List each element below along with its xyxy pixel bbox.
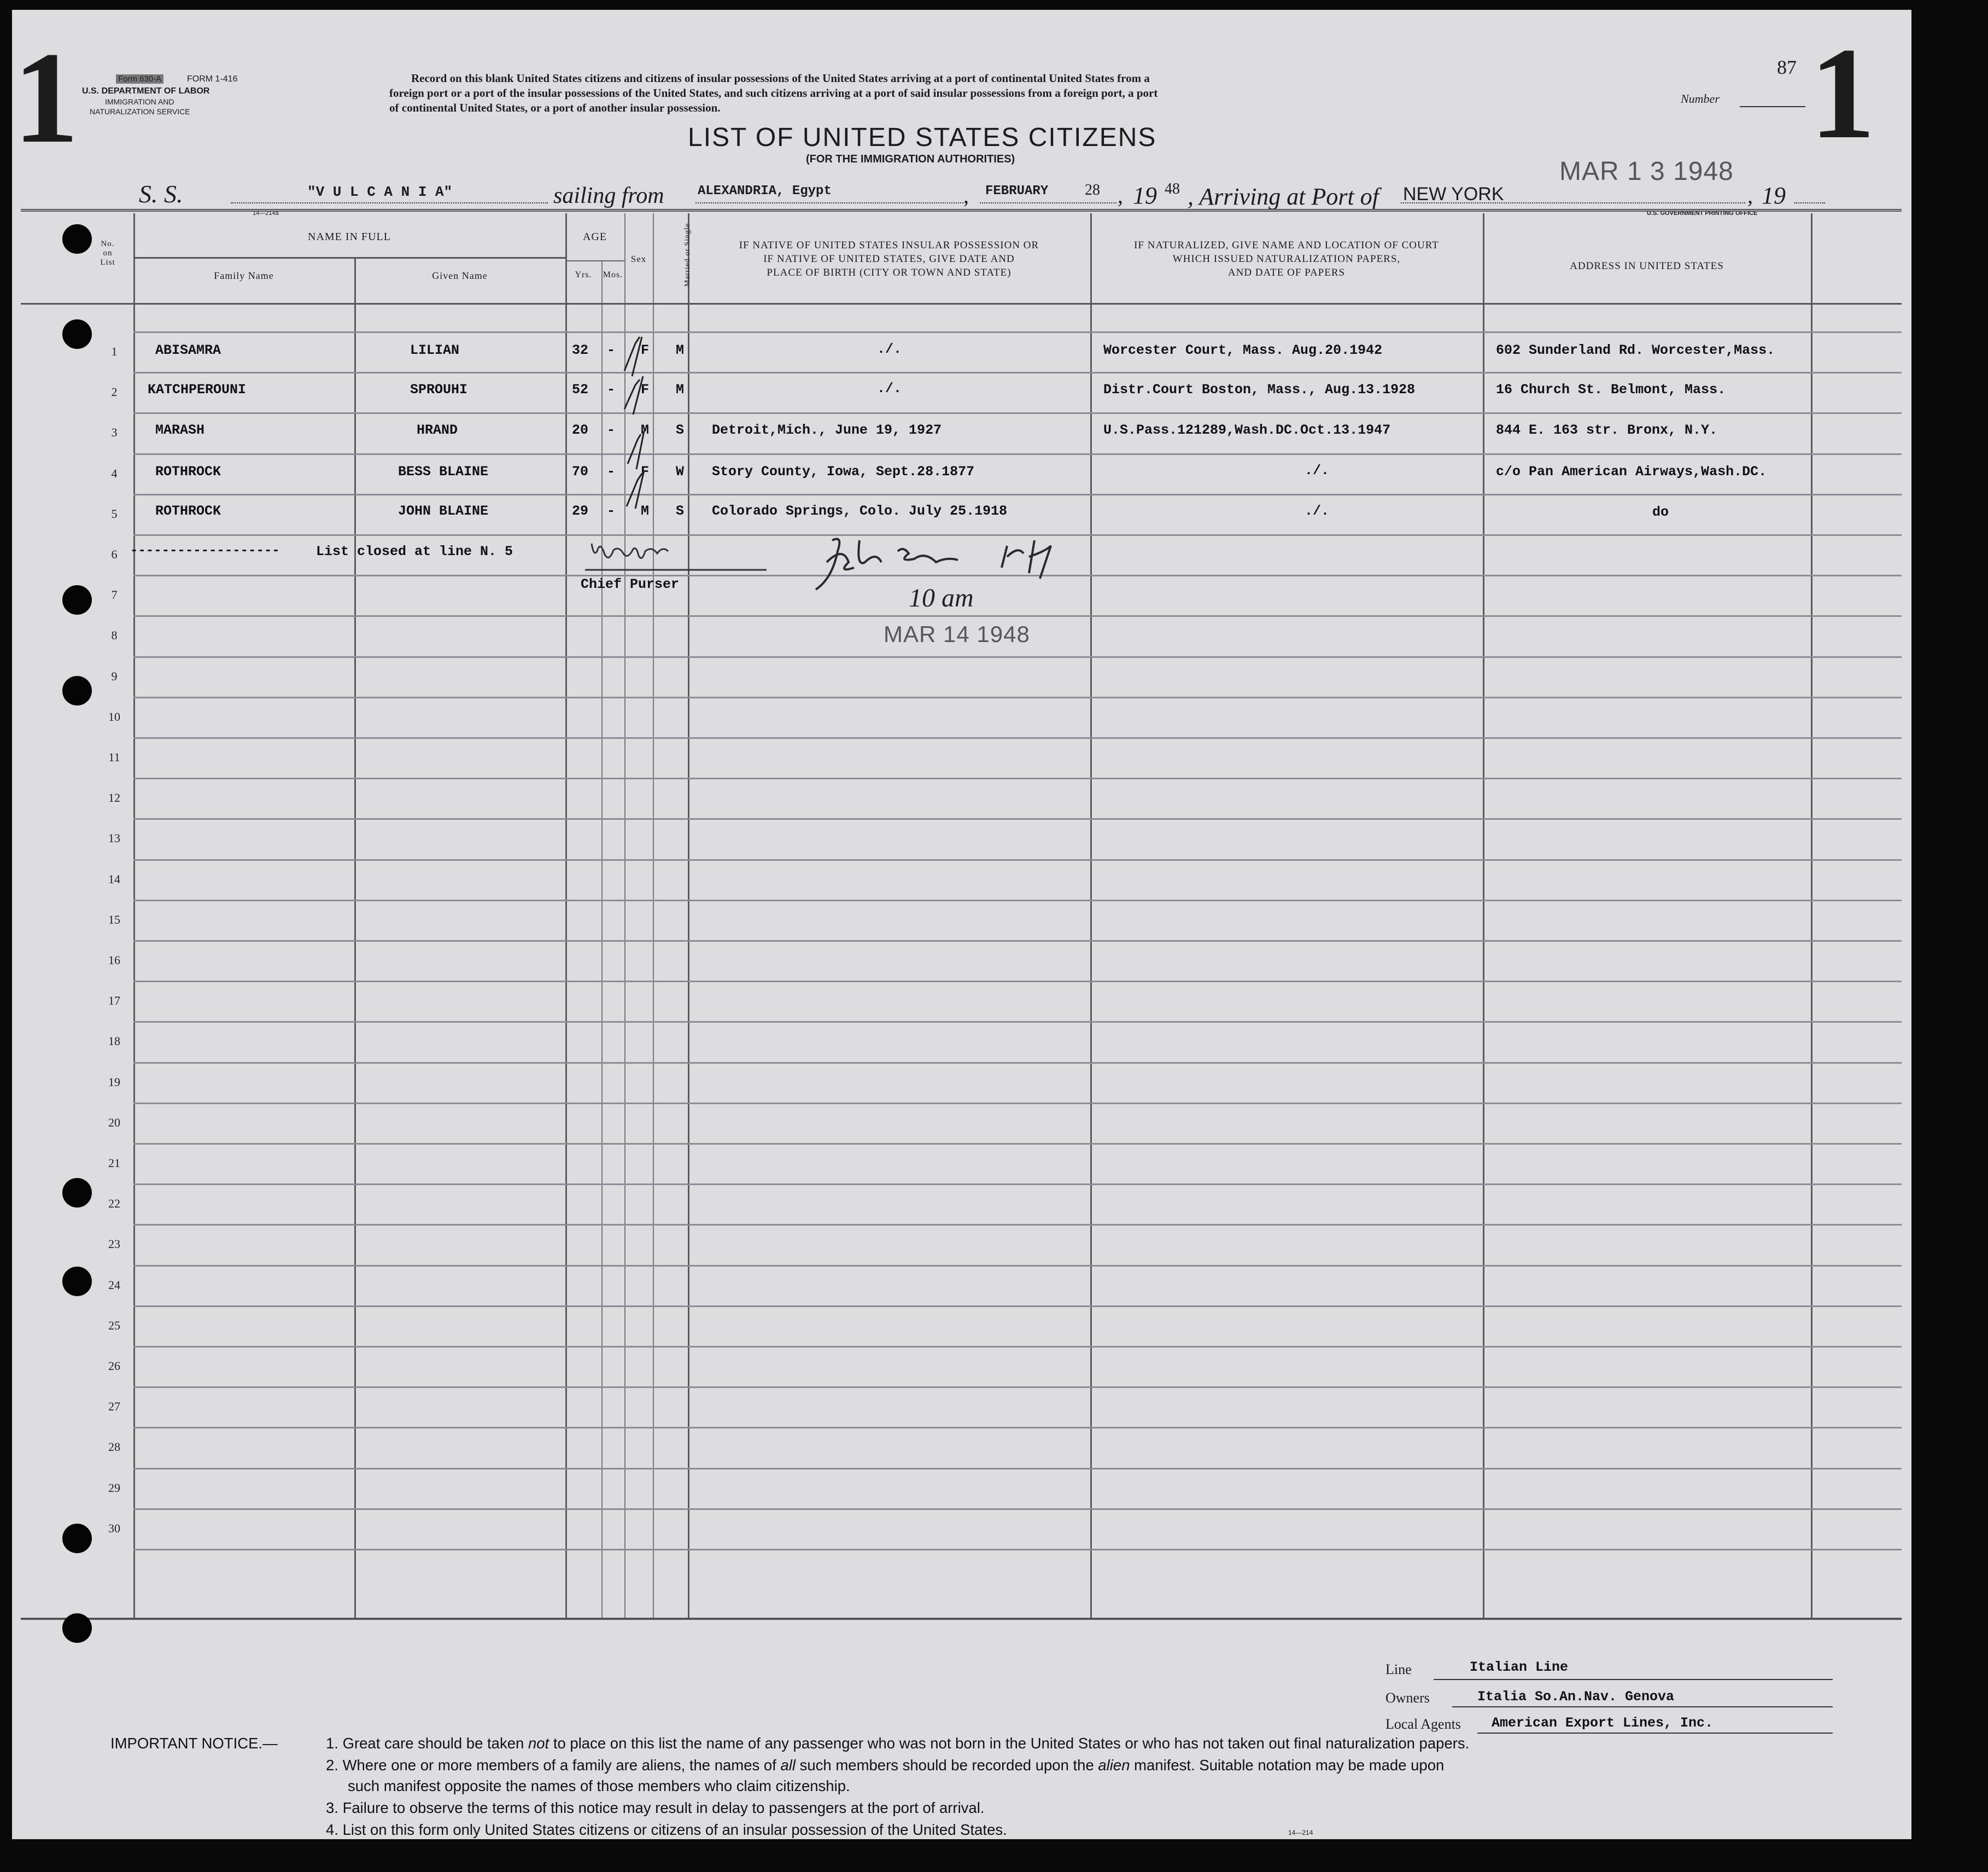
notice-text: List on this form only United States citizens or citizens of an insular possession of the United States. — [342, 1821, 1007, 1838]
line-label: Line — [1385, 1661, 1412, 1677]
marital-status: W — [676, 464, 685, 480]
row-number: 23 — [108, 1237, 120, 1251]
sheet-number: 87 — [1777, 56, 1797, 78]
notice-emphasis: all — [780, 1757, 796, 1774]
naturalization-info: ./. — [1305, 503, 1330, 519]
row-rule — [133, 1427, 1902, 1428]
col-divider-ms — [688, 213, 689, 1618]
row-number: 25 — [108, 1319, 120, 1332]
notice-number: 4. — [326, 1821, 338, 1838]
native-info: ./. — [877, 341, 902, 357]
header-address: ADDRESS IN UNITED STATES — [1570, 260, 1724, 272]
row-number: 24 — [108, 1278, 120, 1292]
row-rule — [133, 1021, 1902, 1023]
page-subtitle: (FOR THE IMMIGRATION AUTHORITIES) — [806, 153, 1015, 165]
row-rule — [133, 818, 1902, 820]
row-number: 1 — [111, 345, 118, 358]
binder-hole — [62, 1524, 92, 1553]
age-months: - — [607, 464, 616, 480]
col-divider-native — [1090, 213, 1092, 1618]
notice-text: Great care should be taken — [342, 1735, 528, 1752]
row-rule — [133, 940, 1902, 942]
us-address: do — [1652, 504, 1669, 520]
header-list-word: List — [100, 258, 115, 267]
row-number: 4 — [111, 466, 118, 480]
naturalization-info: Worcester Court, Mass. Aug.20.1942 — [1103, 342, 1383, 358]
page-title: LIST OF UNITED STATES CITIZENS — [688, 123, 1157, 152]
header-sex: Sex — [630, 254, 647, 264]
sex: F — [641, 382, 650, 398]
table-top-border — [21, 209, 1902, 212]
naturalization-info: ./. — [1305, 463, 1330, 479]
row-rule — [133, 778, 1902, 779]
family-name: MARASH — [155, 422, 205, 438]
notice-item-2 — [326, 1757, 1444, 1774]
sailing-month: FEBRUARY — [985, 184, 1049, 199]
row-rule — [133, 1508, 1902, 1510]
row-rule — [133, 331, 1902, 333]
department-label: U.S. DEPARTMENT OF LABOR — [82, 86, 210, 96]
arrival-port: NEW YORK — [1403, 184, 1504, 205]
instructions-text — [389, 71, 1157, 115]
header-native-line: IF NATIVE OF UNITED STATES INSULAR POSSESSION OR — [739, 240, 1039, 251]
notice-text: to place on this list the name of any passenger who was not born in the United States or who has not taken out final naturalization papers. — [549, 1735, 1470, 1752]
header-native-info — [688, 238, 1090, 279]
row-number: 16 — [108, 953, 120, 967]
marital-status: M — [676, 342, 685, 358]
notice-text: Failure to observe the terms of this notice may result in delay to passengers at the port of arrival. — [342, 1799, 985, 1816]
row-rule — [133, 1305, 1902, 1307]
row-number: 8 — [111, 628, 118, 642]
native-info: Colorado Springs, Colo. July 25.1918 — [712, 503, 1008, 519]
us-address: 844 E. 163 str. Bronx, N.Y. — [1496, 422, 1718, 438]
naturalization-info: U.S.Pass.121289,Wash.DC.Oct.13.1947 — [1103, 422, 1391, 438]
year-prefix: 19 — [1133, 182, 1157, 209]
ship-name: "V U L C A N I A" — [307, 184, 453, 200]
purser-signature-icon — [581, 529, 777, 573]
header-age: AGE — [582, 231, 607, 243]
row-number: 15 — [108, 913, 120, 926]
col-divider-address — [1811, 213, 1812, 1618]
sex: F — [641, 464, 650, 480]
notice-text: such members should be recorded upon the — [796, 1757, 1098, 1774]
row-rule — [133, 615, 1902, 617]
old-form-label: Form 630-A — [116, 74, 163, 84]
arriving-label: , Arriving at Port of — [1188, 183, 1379, 210]
arrival-year-prefix: 19 — [1762, 182, 1786, 209]
notice-item-2-continued: such manifest opposite the names of those members who claim citizenship. — [348, 1777, 850, 1794]
us-address: 602 Sunderland Rd. Worcester,Mass. — [1496, 342, 1775, 358]
row-number: 10 — [108, 710, 120, 724]
instructions-line: foreign port or a port of the insular possessions of the United States, and such citizens arriving at a port of said insular possessions from a foreign port, a port — [389, 86, 1158, 100]
header-native-line: IF NATIVE OF UNITED STATES, GIVE DATE AND — [763, 253, 1015, 265]
row-rule — [133, 494, 1902, 495]
row-rule — [133, 453, 1902, 455]
sailing-day: 28 — [1085, 182, 1100, 199]
row-number: 21 — [108, 1156, 120, 1170]
owners-label: Owners — [1385, 1690, 1430, 1706]
age-years: 32 — [572, 342, 589, 358]
comma-1: , — [963, 183, 969, 208]
notice-emphasis: not — [528, 1735, 549, 1752]
printing-office: U.S. GOVERNMENT PRINTING OFFICE — [1647, 210, 1758, 217]
row-rule — [133, 372, 1902, 374]
family-name: KATCHPEROUNI — [148, 382, 247, 398]
given-name: BESS BLAINE — [398, 464, 489, 480]
row-rule — [133, 656, 1902, 658]
age-months: - — [607, 503, 616, 519]
notice-number: 3. — [326, 1799, 338, 1816]
corner-sheet-number-left: 1 — [13, 25, 79, 170]
notice-number: 1. — [326, 1735, 338, 1752]
agents-label: Local Agents — [1385, 1716, 1461, 1732]
header-given-name: Given Name — [432, 270, 488, 281]
number-underline — [1740, 106, 1805, 107]
row-number: 20 — [108, 1116, 120, 1129]
row-rule — [133, 737, 1902, 739]
instructions-line: of continental United States, or a port of another insular possession. — [389, 101, 721, 114]
received-date-stamp: MAR 1 3 1948 — [1559, 157, 1734, 186]
notice-emphasis: alien — [1098, 1757, 1130, 1774]
time-handwritten-note: 10 am — [909, 584, 974, 613]
row-number: 3 — [111, 425, 118, 439]
corner-sheet-number-right: 1 — [1810, 20, 1875, 166]
notice-item-1 — [326, 1735, 1469, 1752]
table-bottom-border — [21, 1618, 1902, 1620]
row-rule — [133, 1224, 1902, 1226]
number-label: Number — [1681, 92, 1720, 106]
header-mos: Mos. — [603, 270, 623, 279]
notice-number: 2. — [326, 1757, 338, 1774]
service-label-1: IMMIGRATION AND — [105, 97, 174, 106]
age-months: - — [607, 342, 616, 358]
age-years: 20 — [572, 422, 589, 438]
given-name: LILIAN — [410, 342, 460, 358]
row-rule — [133, 412, 1902, 414]
binder-hole — [62, 319, 92, 349]
row-number: 12 — [108, 791, 120, 804]
manifest-page — [12, 10, 1911, 1839]
row-rule — [133, 981, 1902, 982]
notice-heading: IMPORTANT NOTICE.— — [110, 1735, 278, 1752]
chief-purser-label: Chief Purser — [581, 576, 680, 592]
header-naturalized-line: IF NATURALIZED, GIVE NAME AND LOCATION OF COURT — [1134, 240, 1439, 251]
col-divider-no — [133, 213, 135, 1618]
line-field-line — [1434, 1679, 1833, 1680]
row-rule — [133, 1143, 1902, 1145]
us-address: c/o Pan American Airways,Wash.DC. — [1496, 464, 1767, 480]
age-years: 29 — [572, 503, 589, 519]
notice-text: manifest. Suitable notation may be made upon — [1130, 1757, 1445, 1774]
marital-status: S — [676, 422, 685, 438]
row-rule — [133, 1468, 1902, 1469]
row-number: 6 — [111, 547, 118, 561]
binder-hole — [62, 676, 92, 705]
native-info: Detroit,Mich., June 19, 1927 — [712, 422, 942, 438]
age-header-divider — [565, 260, 624, 261]
row-number: 11 — [108, 750, 120, 764]
notice-text: Where one or more members of a family are aliens, the names of — [342, 1757, 781, 1774]
line-value: Italian Line — [1470, 1659, 1569, 1675]
header-yrs: Yrs. — [575, 270, 592, 279]
row-rule — [133, 1386, 1902, 1388]
row-rule — [133, 1062, 1902, 1064]
row-rule — [133, 1265, 1902, 1267]
comma-3: , — [1747, 183, 1753, 208]
header-naturalized-line: WHICH ISSUED NATURALIZATION PAPERS, — [1172, 253, 1401, 265]
row-rule — [133, 900, 1902, 901]
col-divider-yrs — [601, 261, 603, 1618]
port-from: ALEXANDRIA, Egypt — [698, 184, 832, 199]
row-rule — [133, 1549, 1902, 1550]
age-months: - — [607, 382, 616, 398]
sex: M — [641, 422, 650, 438]
row-number: 29 — [108, 1481, 120, 1495]
sailing-from-label: sailing from — [553, 183, 664, 208]
service-label-2: NATURALIZATION SERVICE — [90, 107, 190, 116]
given-name: SPROUHI — [410, 382, 468, 398]
row-number: 5 — [111, 507, 118, 521]
naturalization-info: Distr.Court Boston, Mass., Aug.13.1928 — [1103, 382, 1416, 398]
ss-label: S. S. — [139, 180, 183, 208]
row-number: 13 — [108, 831, 120, 845]
us-address: 16 Church St. Belmont, Mass. — [1496, 382, 1726, 398]
row-number: 2 — [111, 385, 118, 399]
name-header-divider — [133, 257, 565, 259]
header-married-or-single: Married or Single — [683, 223, 692, 287]
list-closed-note: List closed at line N. 5 — [316, 544, 513, 559]
col-divider-family — [354, 257, 356, 1618]
header-native-line: PLACE OF BIRTH (CITY OR TOWN AND STATE) — [767, 267, 1011, 278]
age-months: - — [607, 422, 616, 438]
row-number: 30 — [108, 1521, 120, 1535]
header-naturalized-info — [1090, 238, 1483, 279]
header-on-word: on — [103, 249, 113, 258]
row-rule — [133, 1183, 1902, 1185]
header-no-on-list — [89, 240, 127, 267]
col-divider-naturalized — [1483, 213, 1484, 1618]
binder-hole — [62, 224, 92, 254]
footer-form-code: 14—214 — [1288, 1829, 1313, 1836]
year-suffix: 48 — [1165, 180, 1180, 197]
row-number: 17 — [108, 994, 120, 1007]
notice-item-4 — [326, 1821, 1007, 1839]
instructions-line: Record on this blank United States citizens and citizens of insular possessions of the United States arriving at a port of continental United States from a — [411, 72, 1150, 85]
inspection-date-stamp: MAR 14 1948 — [884, 621, 1030, 647]
row-rule — [133, 697, 1902, 698]
arrival-year-line — [1794, 202, 1825, 203]
header-naturalized-line: AND DATE OF PAPERS — [1227, 267, 1346, 278]
row-number: 27 — [108, 1399, 120, 1413]
marital-status: M — [676, 382, 685, 398]
native-info: ./. — [877, 381, 902, 396]
family-name: ABISAMRA — [155, 342, 221, 358]
notice-item-3 — [326, 1799, 984, 1817]
row-number: 22 — [108, 1197, 120, 1210]
sex: F — [641, 342, 650, 358]
checkmark-strokes — [613, 333, 674, 529]
binder-hole — [62, 1178, 92, 1208]
header-no-word: No. — [101, 240, 115, 248]
row-rule — [133, 859, 1902, 861]
header-family-name: Family Name — [214, 270, 274, 281]
form-code: 14—214a — [253, 210, 279, 217]
ship-field-line — [231, 202, 548, 203]
header-name-in-full: NAME IN FULL — [308, 231, 391, 243]
owners-value: Italia So.An.Nav. Genova — [1477, 1689, 1675, 1705]
row-number: 14 — [108, 872, 120, 886]
binder-hole — [62, 1267, 92, 1296]
owners-field-line — [1452, 1706, 1833, 1707]
row-number: 7 — [111, 588, 118, 602]
age-years: 52 — [572, 382, 589, 398]
date-field-line — [980, 202, 1116, 203]
age-years: 70 — [572, 464, 589, 480]
family-name: ROTHROCK — [155, 464, 221, 480]
row-rule — [133, 1346, 1902, 1348]
sex: M — [641, 503, 650, 519]
agents-field-line — [1477, 1733, 1833, 1734]
header-bottom-rule — [21, 303, 1902, 305]
row-number: 9 — [111, 669, 118, 683]
port-from-field-line — [695, 202, 963, 203]
agents-value: American Export Lines, Inc. — [1492, 1715, 1714, 1731]
native-info: Story County, Iowa, Sept.28.1877 — [712, 464, 975, 480]
closing-dashes: ------------------- — [130, 544, 280, 558]
row-number: 18 — [108, 1034, 120, 1048]
given-name: HRAND — [417, 422, 458, 438]
row-number: 28 — [108, 1440, 120, 1454]
binder-hole — [62, 585, 92, 615]
given-name: JOHN BLAINE — [398, 503, 489, 519]
row-number: 26 — [108, 1359, 120, 1373]
family-name: ROTHROCK — [155, 503, 221, 519]
comma-2: , — [1118, 183, 1123, 208]
binder-hole — [62, 1613, 92, 1643]
form-label: FORM 1-416 — [187, 74, 238, 84]
row-number: 19 — [108, 1075, 120, 1089]
row-rule — [133, 1103, 1902, 1104]
col-divider-given — [565, 213, 567, 1618]
marital-status: S — [676, 503, 685, 519]
